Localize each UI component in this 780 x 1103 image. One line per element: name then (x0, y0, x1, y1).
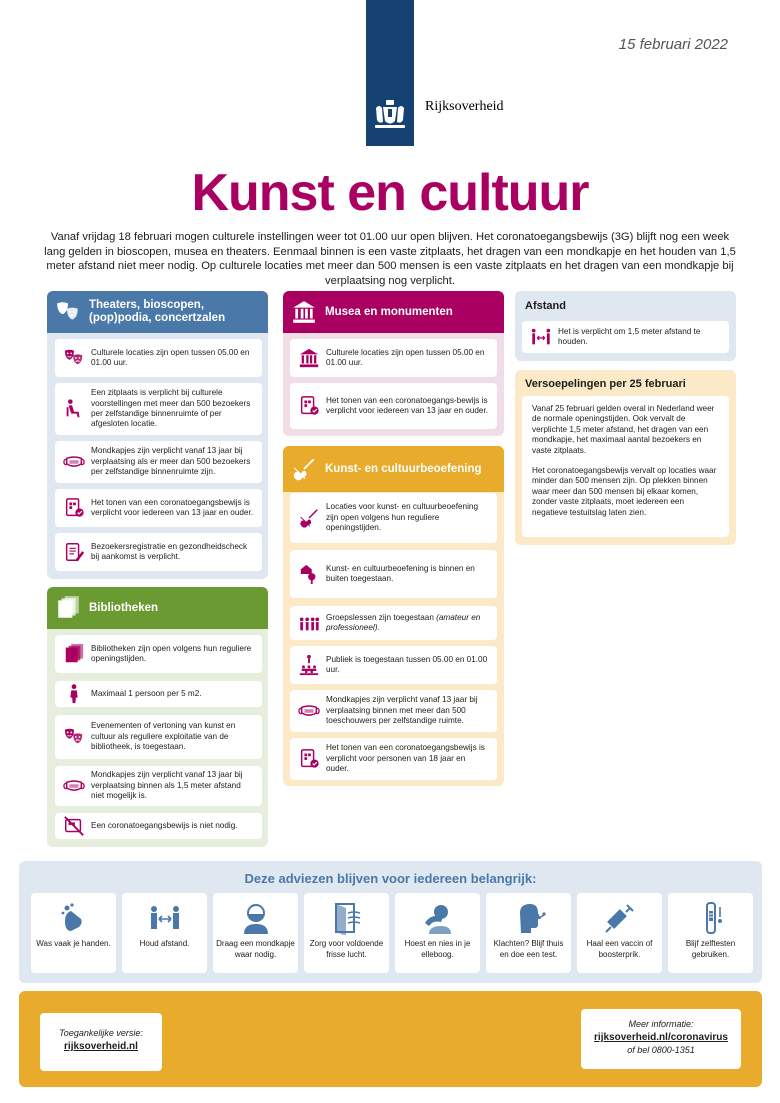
qr-pass-icon (298, 395, 320, 417)
versoepelingen-title: Versoepelingen per 25 februari (525, 377, 686, 390)
theaters-header (47, 291, 268, 333)
distance-icon (530, 326, 552, 348)
more-info-label: Meer informatie: (628, 1019, 694, 1029)
bibliotheken-item-4-text: Mondkapjes zijn verplicht vanaf 13 jaar bij verplaatsing binnen als 1,5 meter afstand niet mogelijk is. (91, 770, 243, 801)
date: 15 februari 2022 (618, 36, 728, 53)
syringe-icon (603, 901, 637, 935)
kunst-item-2-text: Kunst- en cultuurbeoefening is binnen en buiten toegestaan. (326, 563, 475, 583)
musea-item-2 (290, 383, 497, 429)
qr-pass-icon (298, 748, 320, 770)
more-info-box (581, 1009, 741, 1069)
face-mask-icon (63, 775, 85, 797)
kunst-item-1 (290, 493, 497, 543)
accessible-version-label: Toegankelijke versie: (59, 1028, 143, 1038)
bibliotheken-item-5-text: Een coronatoegangsbewijs is niet nodig. (91, 820, 238, 830)
advice-item-vaccine (577, 893, 662, 973)
footer (19, 991, 762, 1087)
audience-icon (298, 654, 320, 676)
kunst-item-4-text: Publiek is toegestaan tussen 05.00 en 01.00 uur. (326, 654, 488, 674)
versoepelingen-card (522, 396, 729, 537)
kunst-item-4 (290, 646, 497, 684)
advice-item-keep-distance (122, 893, 207, 973)
kunst-item-5 (290, 690, 497, 732)
wash-hands-icon (57, 901, 91, 935)
books-icon (55, 595, 81, 621)
theaters-item-2-text: Een zitplaats is verplicht bij culturele voorstellingen met meer dan 500 bezoekers per zelfstandige binnenruimte of per afgesloten locatie. (91, 388, 251, 429)
theaters-item-3 (55, 441, 262, 483)
bibliotheken-item-1 (55, 635, 262, 673)
bibliotheken-item-1-text: Bibliotheken zijn open volgens hun reguliere openingstijden. (91, 643, 252, 663)
seat-icon (63, 398, 85, 420)
accessible-version-link[interactable]: rijksoverheid.nl (64, 1041, 138, 1052)
ventilation-icon (330, 901, 364, 935)
page-title: Kunst en cultuur (191, 164, 589, 222)
theater-masks-icon (55, 299, 81, 325)
no-pass-icon (63, 815, 85, 837)
intro-text: Vanaf vrijdag 18 februari mogen culturele instellingen weer tot 01.00 uur open blijven. Het coronatoegangsbewijs (3G) blijft nog een week lang gelden in bioscopen, musea en theaters. Eenmaal binnen is een vaste zitplaats, het dragen van een mondkapje en het houden van 1,5 meter afstand niet meer nodig. Op culturele locaties met meer dan 500 mensen is een vaste zitplaats en het dragen van een mondkapje bij verplaatsing nog verplicht. (44, 231, 736, 287)
bibliotheken-item-5 (55, 813, 262, 839)
versoepelingen-p1: Vanaf 25 februari gelden overal in Nederland weer de normale openingstijden. Ook vervalt de verplichte 1,5 meter afstand, het dragen van een mondkapje, het maximaal aantal bezoekers en vaste zitplaats. (532, 404, 715, 455)
theaters-item-4 (55, 489, 262, 527)
bibliotheken-item-3-text: Evenementen of vertoning van kunst en cultuur als reguliere exploitatie van de bibliotheek, is toegestaan. (91, 721, 236, 752)
museum-icon (291, 299, 317, 325)
more-info-link[interactable]: rijksoverheid.nl/coronavirus (594, 1032, 728, 1043)
theaters-item-2 (55, 383, 262, 435)
musea-title: Musea en monumenten (325, 305, 453, 318)
indoor-outdoor-icon (298, 563, 320, 585)
theater-masks-icon (63, 347, 85, 369)
theaters-item-1 (55, 339, 262, 377)
bibliotheken-title: Bibliotheken (89, 601, 159, 614)
advice-text: Was vaak je handen. (36, 939, 111, 948)
self-test-icon (694, 901, 728, 935)
advice-text: Hoest en nies in je elleboog. (404, 939, 471, 959)
group-icon (298, 612, 320, 634)
kunst-item-6 (290, 738, 497, 780)
theaters-item-3-text: Mondkapjes zijn verplicht vanaf 13 jaar bij verplaatsing als er meer dan 500 bezoekers per zelfstandige binnenruimte zijn. (91, 446, 251, 477)
advice-item-wash-hands (31, 893, 116, 973)
advice-item-self-test (668, 893, 753, 973)
versoepelingen-p2: Het coronatoegangsbewijs vervalt op locaties waar minder dan 500 mensen zijn. Op plekken binnen waar meer dan 500 mensen bij elkaar komen, zonder vaste zitplaats, moet iedereen een negatieve testuitslag laten zien. (532, 466, 717, 517)
theater-masks-icon (63, 726, 85, 748)
theaters-item-5 (55, 533, 262, 571)
kunst-item-2 (290, 550, 497, 598)
advice-text: Zorg voor voldoende frisse lucht. (309, 939, 384, 959)
music-violin-icon (291, 456, 317, 482)
kunst-title: Kunst- en cultuurbeoefening (325, 462, 482, 475)
bibliotheken-item-2-text: Maximaal 1 persoon per 5 m2. (91, 688, 202, 698)
advice-item-cough (395, 893, 480, 973)
advice-section (19, 861, 762, 983)
person-icon (63, 683, 85, 705)
test-swab-icon (512, 901, 546, 935)
advice-item-test (486, 893, 571, 973)
theaters-item-1-text: Culturele locaties zijn open tussen 05.00 en 01.00 uur. (91, 347, 250, 367)
kunst-item-6-text: Het tonen van een coronatoegangsbewijs is verplicht voor personen van 18 jaar en ouder. (326, 743, 485, 774)
advice-item-mask (213, 893, 298, 973)
phone-number: of bel 0800-1351 (627, 1045, 695, 1055)
bibliotheken-header (47, 587, 268, 629)
theaters-item-4-text: Het tonen van een coronatoegangsbewijs is verplicht voor iedereen van 13 jaar en ouder. (91, 497, 254, 517)
afstand-text: Het is verplicht om 1,5 meter afstand te houden. (558, 326, 701, 346)
books-icon (63, 643, 85, 665)
kunst-item-3 (290, 606, 497, 640)
cough-elbow-icon (421, 901, 455, 935)
violin-icon (298, 507, 320, 529)
musea-item-1-text: Culturele locaties zijn open tussen 05.00 en 01.00 uur. (326, 347, 485, 367)
bibliotheken-item-3 (55, 715, 262, 759)
crest-logo-icon (370, 94, 410, 134)
kunst-item-3-text: Groepslessen zijn toegestaan (amateur en professioneel). (326, 612, 481, 632)
musea-item-1 (290, 339, 497, 377)
musea-header (283, 291, 504, 333)
afstand-item (522, 321, 729, 353)
face-mask-icon (298, 700, 320, 722)
mask-face-icon (239, 901, 273, 935)
qr-pass-icon (63, 497, 85, 519)
accessible-version-box (40, 1013, 162, 1071)
advice-item-ventilation (304, 893, 389, 973)
kunst-header (283, 446, 504, 492)
keep-distance-icon (148, 901, 182, 935)
advice-text: Draag een mondkapje waar nodig. (216, 939, 295, 959)
face-mask-icon (63, 451, 85, 473)
advice-text: Klachten? Blijf thuis en doe een test. (493, 939, 564, 959)
bibliotheken-item-4 (55, 766, 262, 806)
musea-item-2-text: Het tonen van een coronatoegangs-bewijs is verplicht voor iedereen van 13 jaar en ouder. (326, 395, 489, 415)
kunst-item-5-text: Mondkapjes zijn verplicht vanaf 13 jaar bij verplaatsing binnen met meer dan 500 toeschouwers per zelfstandige ruimte. (326, 695, 478, 726)
kunst-item-1-text: Locaties voor kunst- en cultuurbeoefening zijn open volgens hun reguliere openingstijden. (326, 502, 479, 533)
theaters-title: Theaters, bioscopen, (pop)podia, concertzalen (89, 299, 226, 324)
advice-title: Deze adviezen blijven voor iedereen belangrijk: (244, 871, 537, 886)
museum-icon (298, 347, 320, 369)
theaters-item-5-text: Bezoekersregistratie en gezondheidscheck bij aankomst is verplicht. (91, 541, 248, 561)
afstand-title: Afstand (525, 299, 566, 312)
logo-text: Rijksoverheid (425, 99, 504, 114)
advice-text: Houd afstand. (139, 939, 190, 948)
advice-text: Haal een vaccin of boosterprik. (586, 939, 653, 959)
advice-text: Blijf zelftesten gebruiken. (685, 939, 736, 959)
registration-icon (63, 541, 85, 563)
bibliotheken-item-2 (55, 681, 262, 707)
